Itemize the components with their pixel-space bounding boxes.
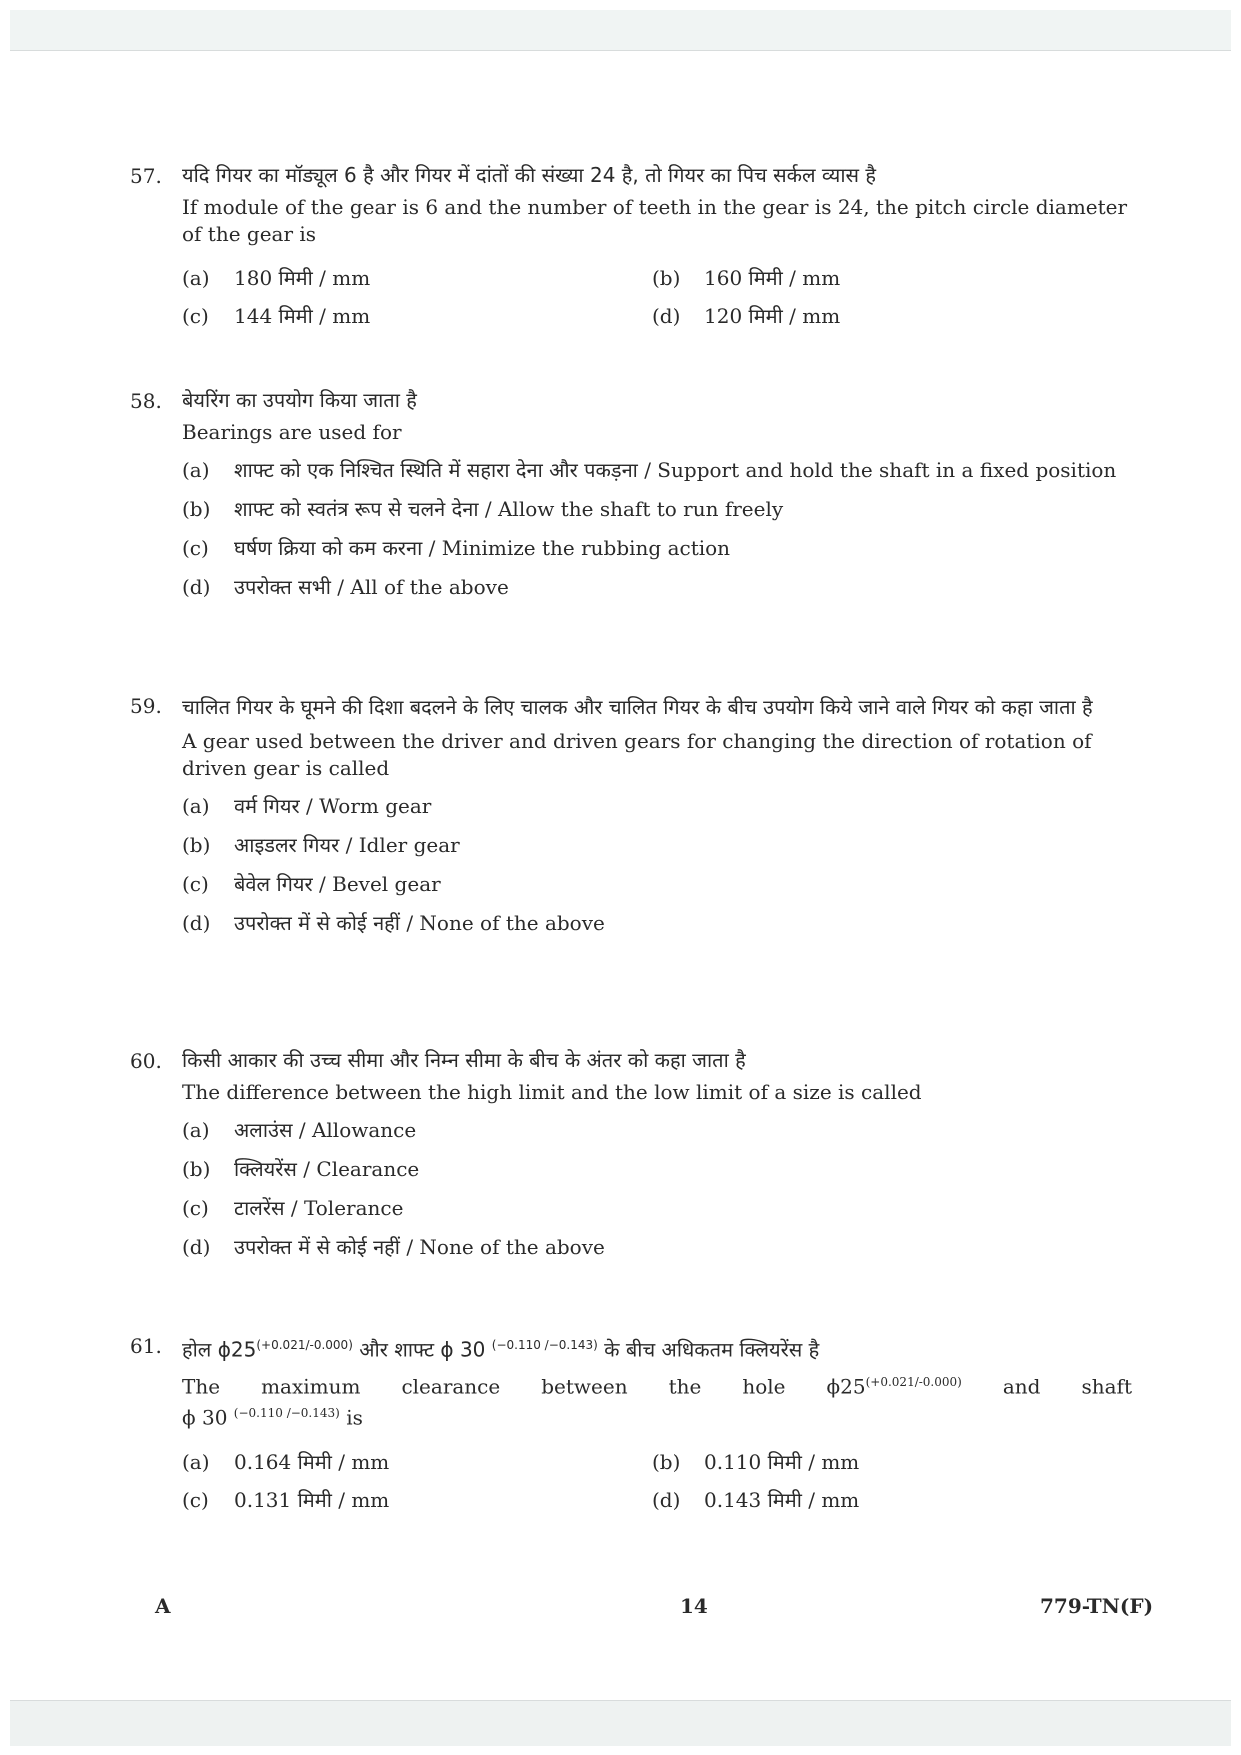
- option-d[interactable]: (d) 120 मिमी / mm: [652, 304, 841, 328]
- question-58: [130, 385, 1130, 612]
- question-text-hindi: बेयरिंग का उपयोग किया जाता है: [182, 388, 417, 412]
- question-text-hindi: यदि गियर का मॉड्यूल 6 है और गियर में दांतों की संख्या 24 है, तो गियर का पिच सर्कल व्यास है: [182, 163, 877, 187]
- question-number: 58.: [130, 389, 162, 413]
- option-d[interactable]: (d) उपरोक्त में से कोई नहीं / None of the above: [182, 1235, 605, 1259]
- question-text-english: A gear used between the driver and driven gears for changing the direction of rotation of driven gear is called: [182, 729, 1092, 780]
- page-number: 14: [680, 1594, 708, 1618]
- question-61: [130, 1330, 1130, 1514]
- option-b[interactable]: (b) शाफ्ट को स्वतंत्र रूप से चलने देना / Allow the shaft to run freely: [182, 497, 784, 521]
- option-d[interactable]: (d) 0.143 मिमी / mm: [652, 1487, 860, 1512]
- question-text-english: Bearings are used for: [182, 420, 402, 444]
- option-b[interactable]: (b) 0.110 मिमी / mm: [652, 1449, 860, 1474]
- option-d[interactable]: (d) उपरोक्त सभी / All of the above: [182, 575, 509, 599]
- option-a[interactable]: (a) वर्म गियर / Worm gear: [182, 794, 432, 818]
- question-text-english: If module of the gear is 6 and the number of teeth in the gear is 24, the pitch circle diameter of the gear is: [182, 195, 1128, 246]
- question-text-english: The maximum clearance between the hole $\phi 25^{(+0.021/-0.000)}$ and shaft ϕ 30 $^{(-0.110 /-0.143)}$ is: [182, 1374, 1132, 1430]
- question-text-hindi: होल $\phi 25^{(+0.021/-0.000)}$ और शाफ्ट ϕ 30 $^{(-0.110 /-0.143)}$ के बीच अधिकतम क्लियरेंस है: [182, 1337, 820, 1362]
- option-c[interactable]: (c) बेवेल गियर / Bevel gear: [182, 872, 441, 896]
- option-b[interactable]: (b) 160 मिमी / mm: [652, 266, 841, 290]
- option-d[interactable]: (d) उपरोक्त में से कोई नहीं / None of the above: [182, 911, 605, 935]
- question-number: 57.: [130, 164, 162, 188]
- question-text-hindi: चालित गियर के घूमने की दिशा बदलने के लिए चालक और चालित गियर के बीच उपयोग किये जाने वाले गियर को कहा जाता है: [182, 695, 1093, 719]
- option-a[interactable]: (a) 180 मिमी / mm: [182, 266, 371, 290]
- question-number: 60.: [130, 1049, 162, 1073]
- question-number: 59.: [130, 694, 162, 718]
- question-number: 61.: [130, 1334, 162, 1358]
- option-c[interactable]: (c) घर्षण क्रिया को कम करना / Minimize the rubbing action: [182, 536, 731, 560]
- option-a[interactable]: (a) 0.164 मिमी / mm: [182, 1449, 390, 1474]
- question-text-english: The difference between the high limit and the low limit of a size is called: [182, 1080, 922, 1104]
- option-c[interactable]: (c) 0.131 मिमी / mm: [182, 1487, 390, 1512]
- paper-code: 779-TN(F): [1040, 1594, 1154, 1618]
- series-label: A: [155, 1594, 171, 1618]
- option-c[interactable]: (c) 144 मिमी / mm: [182, 304, 371, 328]
- scan-margin-bottom: [10, 1700, 1231, 1746]
- question-60: [130, 1045, 1130, 1272]
- option-c[interactable]: (c) टालरेंस / Tolerance: [182, 1196, 404, 1220]
- option-b[interactable]: (b) क्लियरेंस / Clearance: [182, 1157, 420, 1181]
- option-a[interactable]: (a) अलाउंस / Allowance: [182, 1118, 417, 1142]
- option-b[interactable]: (b) आइडलर गियर / Idler gear: [182, 833, 460, 857]
- option-a[interactable]: (a) शाफ्ट को एक निश्चित स्थिति में सहारा देना और पकड़ना / Support and hold the shaft in a fixed position: [182, 458, 1117, 482]
- question-text-hindi: किसी आकार की उच्च सीमा और निम्न सीमा के बीच के अंतर को कहा जाता है: [182, 1048, 746, 1072]
- question-57: [130, 160, 1130, 330]
- question-59: [130, 690, 1130, 948]
- scan-margin-top: [10, 10, 1231, 51]
